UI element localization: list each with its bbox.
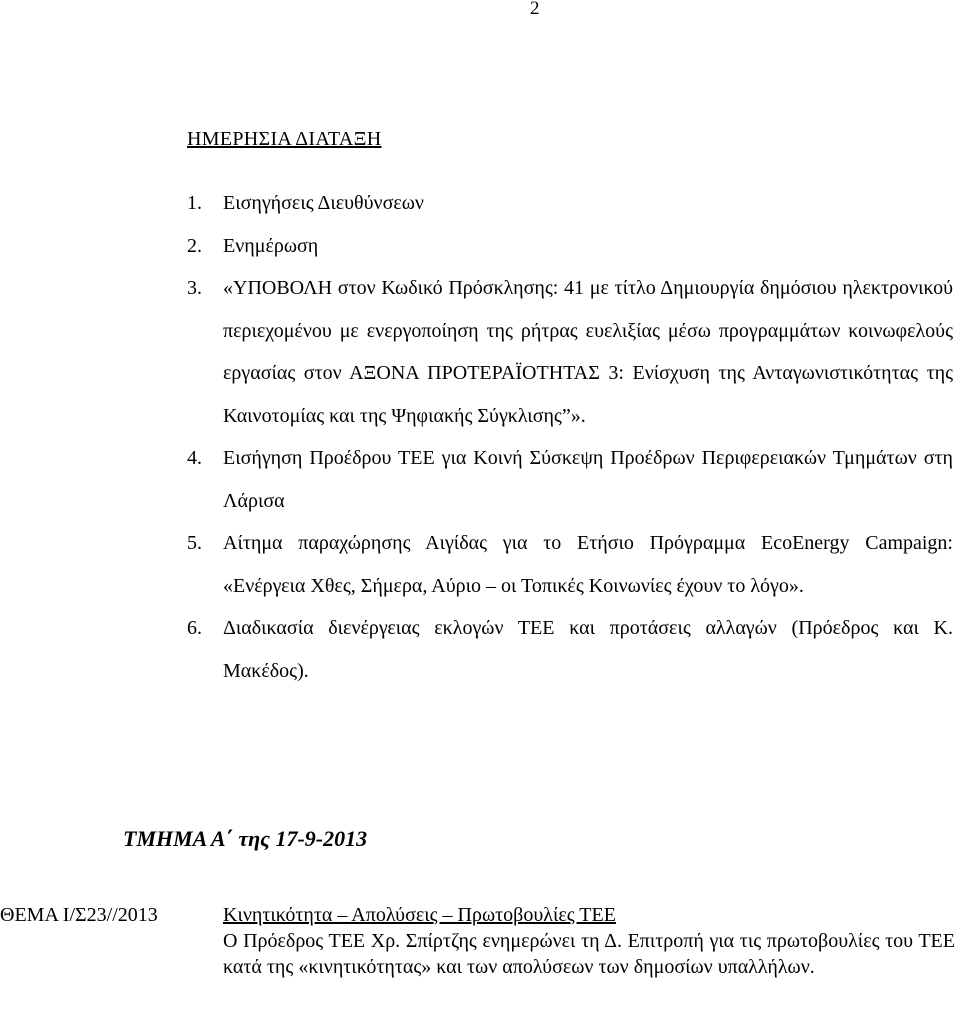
theme-title: Κινητικότητα – Απολύσεις – Πρωτοβουλίες ΤΕΕ — [223, 904, 616, 926]
agenda-item-number: 4. — [187, 447, 202, 469]
agenda-item — [187, 267, 953, 437]
page-number: 2 — [530, 0, 540, 19]
department-heading: ΤΜΗΜΑ Α΄ της 17-9-2013 — [123, 826, 368, 851]
agenda-item — [187, 437, 953, 522]
agenda-item-text: Ενημέρωση — [223, 234, 319, 257]
agenda-item — [187, 225, 953, 268]
agenda-item-text: Αίτημα παραχώρησης Αιγίδας για το Ετήσιο Πρόγραμμα EcoEnergy Campaign: «Ενέργεια Χθες, Σήμερα, Αύριο – οι Τοπικές Κοινωνίες έχουν το λόγο». — [223, 532, 953, 597]
agenda-item-text: Εισήγηση Προέδρου ΤΕΕ για Κοινή Σύσκεψη Προέδρων Περιφερειακών Τμημάτων στη Λάρισα — [223, 447, 953, 512]
agenda-item-text: Διαδικασία διενέργειας εκλογών ΤΕΕ και προτάσεις αλλαγών (Πρόεδρος και Κ. Μακέδος). — [223, 617, 953, 682]
theme-section — [0, 902, 955, 980]
agenda-item — [187, 522, 953, 607]
agenda-list — [187, 182, 953, 692]
agenda-item — [187, 182, 953, 225]
agenda-item-number: 1. — [187, 192, 202, 214]
theme-body-text: Ο Πρόεδρος ΤΕΕ Χρ. Σπίρτζης ενημερώνει τη Δ. Επιτροπή για τις πρωτοβουλίες του ΤΕΕ κατά της «κινητικότητας» και των απολύσεων των δημοσίων υπαλλήλων. — [223, 930, 955, 978]
theme-content — [223, 902, 955, 980]
agenda-item-number: 3. — [187, 277, 202, 299]
agenda-item-text: «ΥΠΟΒΟΛΗ στον Κωδικό Πρόσκλησης: 41 με τίτλο Δημιουργία δημόσιου ηλεκτρονικού περιεχομένου με ενεργοποίηση της ρήτρας ευελιξίας μέσω προγραμμάτων κοινωφελούς εργασίας στον ΑΞΟΝΑ ΠΡΟΤΕΡΑΪΟΤΗΤΑΣ 3: Ενίσχυση της Ανταγωνιστικότητας της Καινοτομίας και της Ψηφιακής Σύγκλισης”». — [223, 277, 953, 427]
agenda-item-number: 2. — [187, 234, 202, 257]
agenda-heading: ΗΜΕΡΗΣΙΑ ΔΙΑΤΑΞΗ — [187, 128, 382, 150]
agenda-item-number: 5. — [187, 532, 202, 554]
agenda-item-text: Εισηγήσεις Διευθύνσεων — [223, 192, 424, 214]
agenda-item-number: 6. — [187, 617, 202, 639]
theme-label: ΘΕΜΑ Ι/Σ23//2013 — [0, 904, 158, 926]
agenda-item — [187, 607, 953, 692]
